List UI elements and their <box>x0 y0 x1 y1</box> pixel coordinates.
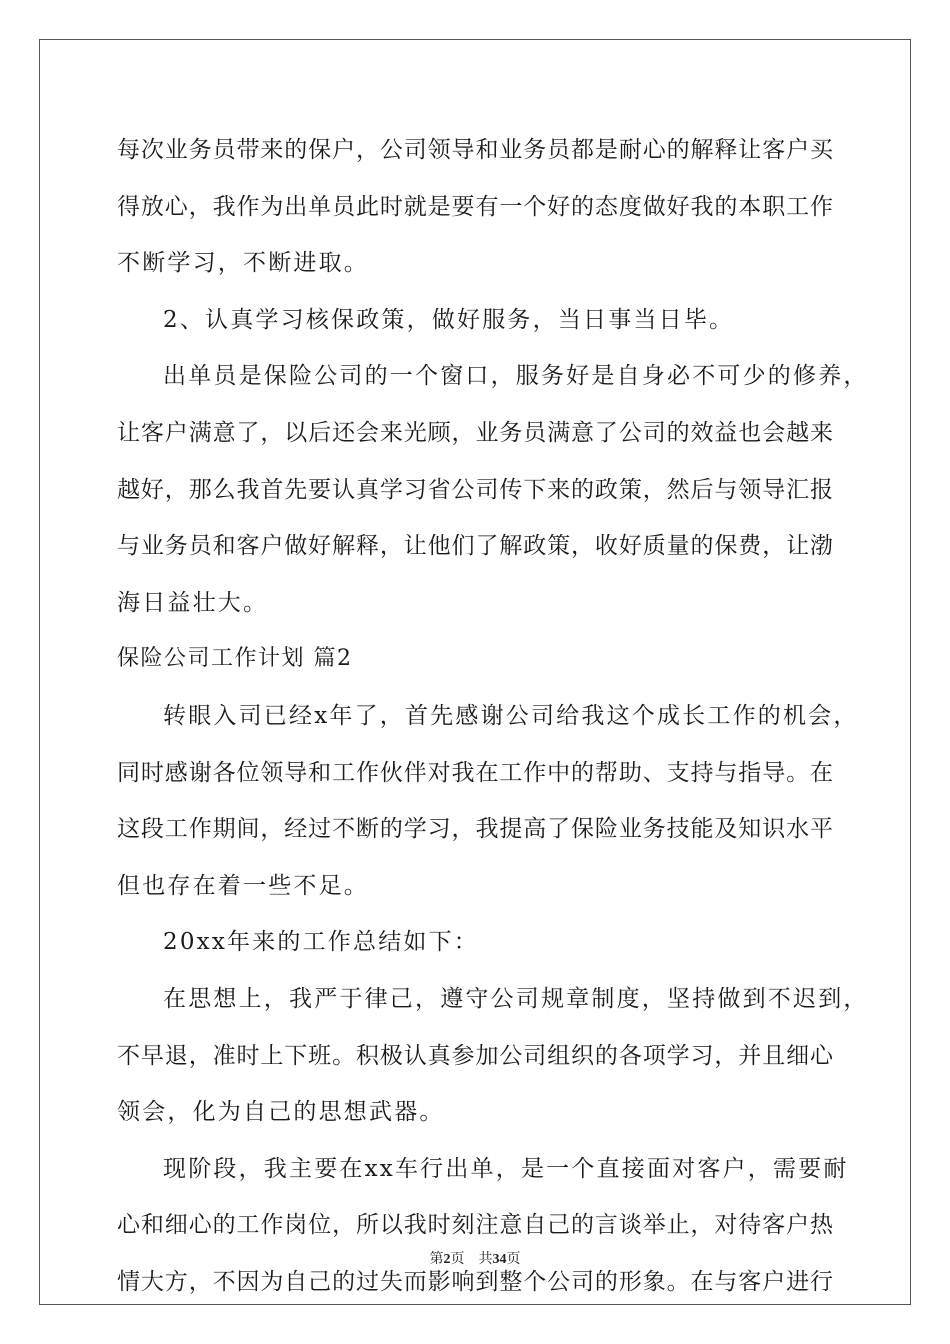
paragraph-line: 让客户满意了，以后还会来光顾，业务员满意了公司的效益也会越来 <box>117 419 833 446</box>
section-heading: 保险公司工作计划 篇2 <box>117 646 353 672</box>
total-prefix: 共 <box>478 1252 493 1267</box>
paragraph-line: 不早退，准时上下班。积极认真参加公司组织的各项学习，并且细心 <box>117 1042 833 1069</box>
document-body <box>117 122 869 1310</box>
page-total: 34 <box>492 1252 507 1267</box>
paragraph-line: 海日益壮大。 <box>117 589 269 616</box>
paragraph-line: 得放心，我作为出单员此时就是要有一个好的态度做好我的本职工作 <box>117 193 833 220</box>
page-prefix: 第 <box>429 1252 444 1267</box>
paragraph-line: 与业务员和客户做好解释，让他们了解政策，收好质量的保费，让渤 <box>117 533 833 560</box>
paragraph-line: 每次业务员带来的保户，公司领导和业务员都是耐心的解释让客户买 <box>117 137 833 163</box>
page-footer <box>0 1248 950 1268</box>
section-item-2: 2、认真学习核保政策，做好服务，当日事当日毕。 <box>163 306 735 333</box>
page-unit: 页 <box>450 1252 465 1267</box>
paragraph-line: 心和细心的工作岗位，所以我时刻注意自己的言谈举止，对待客户热 <box>117 1212 833 1239</box>
page-current: 2 <box>443 1252 451 1267</box>
paragraph-line: 这段工作期间，经过不断的学习，我提高了保险业务技能及知识水平 <box>117 816 833 843</box>
paragraph-line: 不断学习，不断进取。 <box>117 250 369 277</box>
paragraph-line: 出单员是保险公司的一个窗口，服务好是自身必不可少的修养， <box>163 363 869 390</box>
paragraph-line: 转眼入司已经x年了，首先感谢公司给我这个成长工作的机会， <box>163 702 859 729</box>
paragraph-line: 在思想上，我严于律己，遵守公司规章制度，坚持做到不迟到， <box>163 985 869 1012</box>
paragraph-line: 领会，化为自己的思想武器。 <box>117 1099 445 1126</box>
paragraph-line: 20xx年来的工作总结如下： <box>163 929 480 956</box>
paragraph-line: 但也存在着一些不足。 <box>117 872 369 899</box>
paragraph-line: 同时感谢各位领导和工作伙伴对我在工作中的帮助、支持与指导。在 <box>117 759 833 786</box>
paragraph-line: 现阶段，我主要在xx车行出单，是一个直接面对客户，需要耐 <box>163 1155 849 1182</box>
paragraph-line: 越好，那么我首先要认真学习省公司传下来的政策，然后与领导汇报 <box>117 476 833 503</box>
paragraph-line: 情大方，不因为自己的过失而影响到整个公司的形象。在与客户进行 <box>117 1268 833 1295</box>
total-unit: 页 <box>506 1252 521 1267</box>
